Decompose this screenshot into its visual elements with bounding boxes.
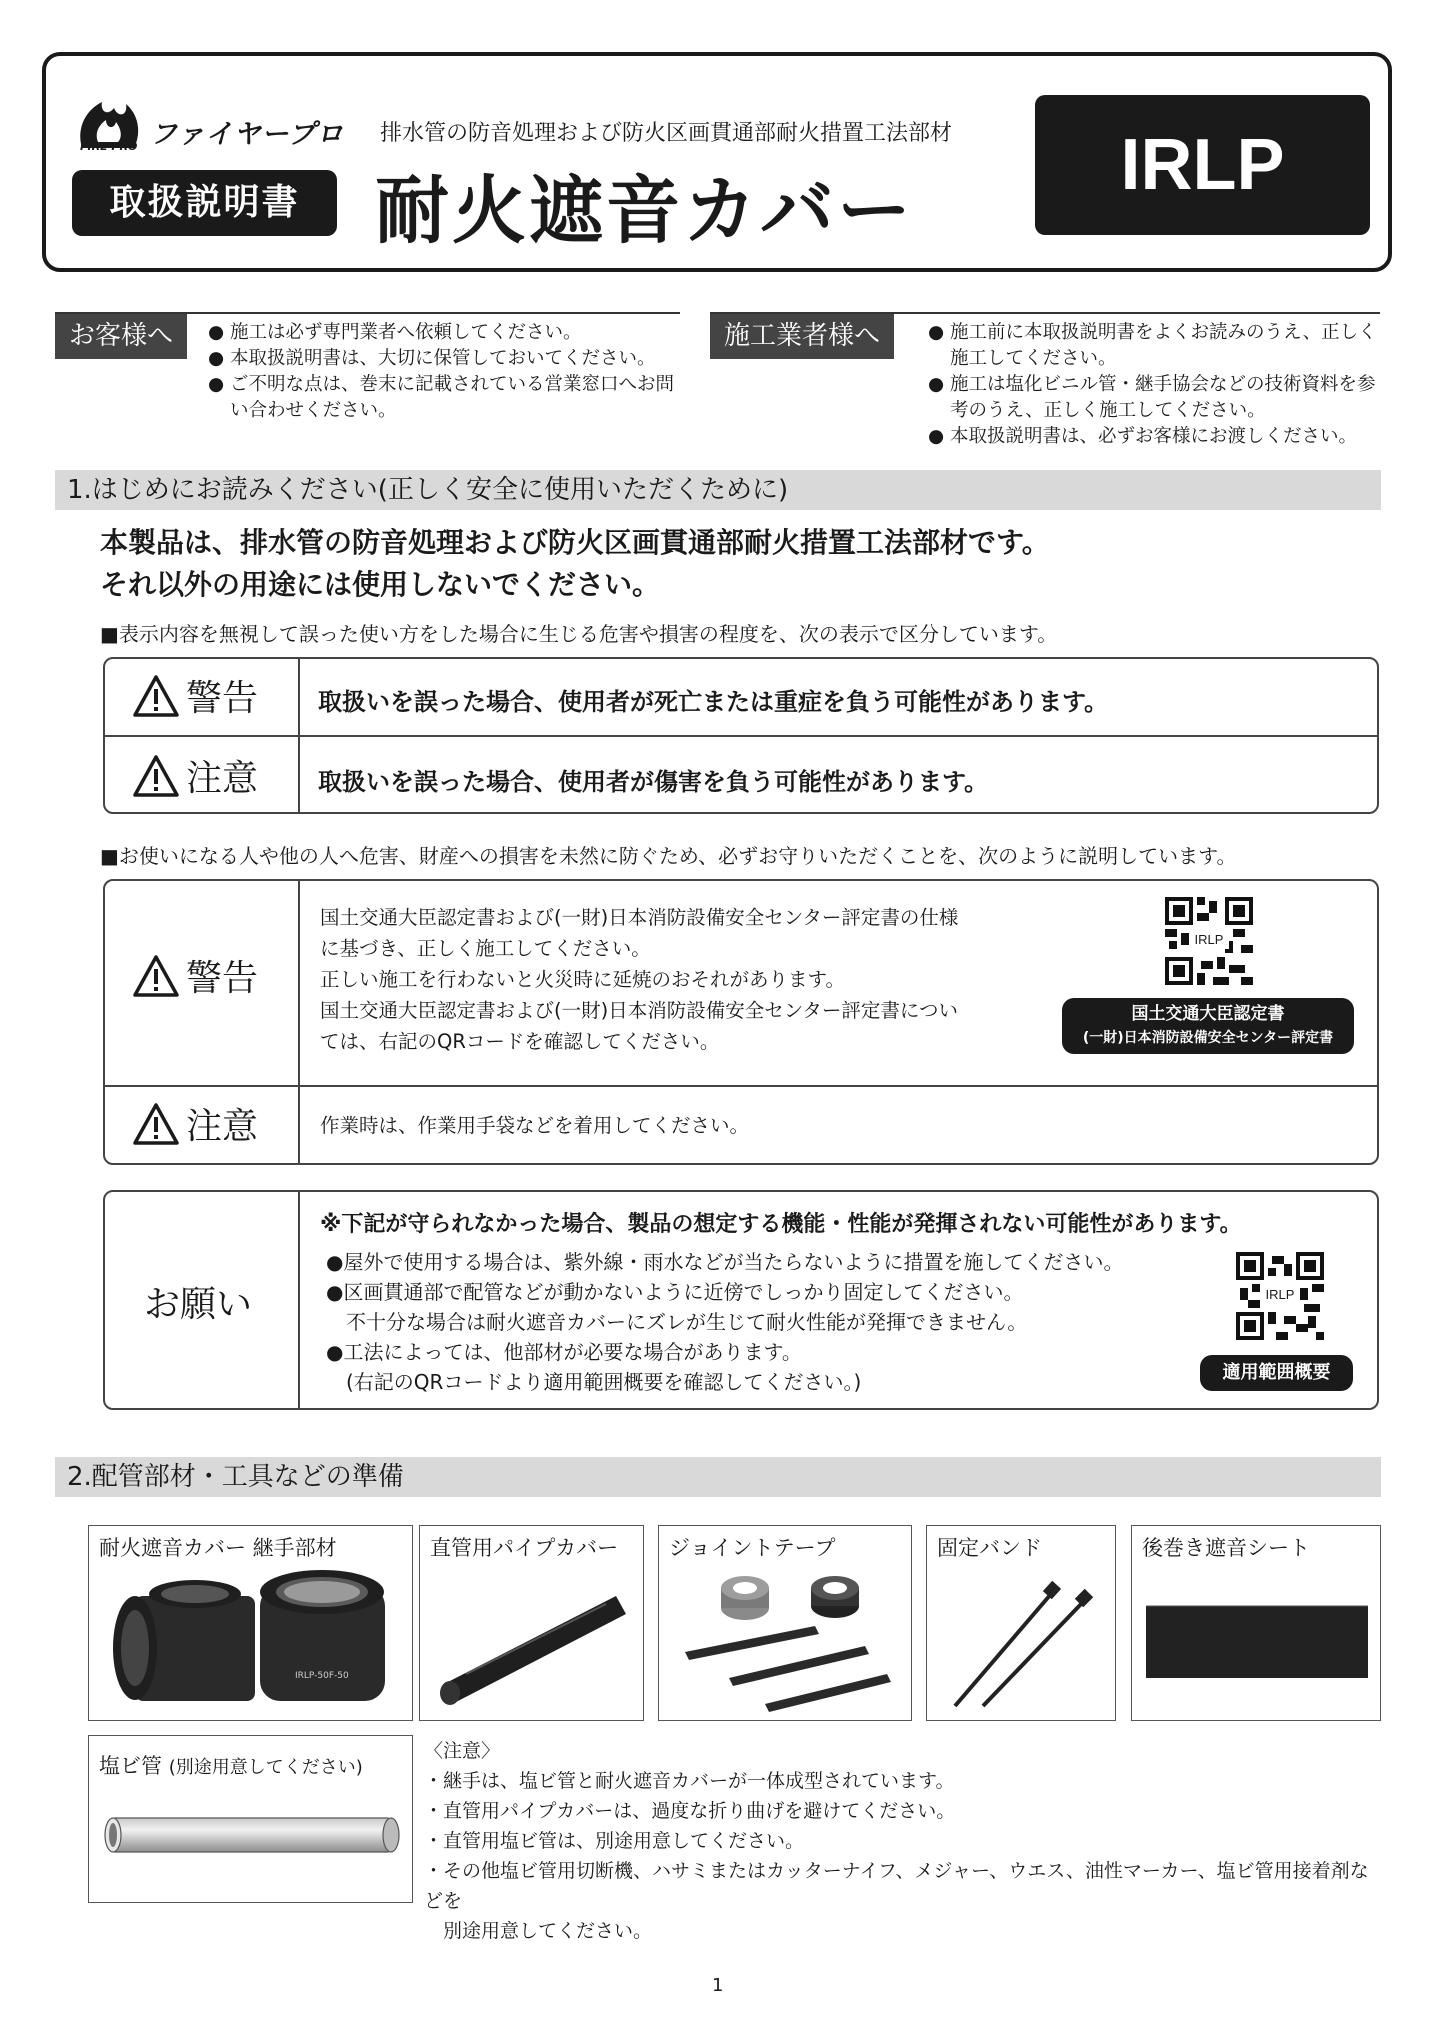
installer-notice-list	[928, 320, 1383, 450]
part-band-card	[926, 1525, 1116, 1721]
part-fitting-card	[88, 1525, 413, 1721]
text-line: 別途用意してください。	[424, 1920, 653, 1942]
caption-line: 国土交通大臣認定書	[1131, 1004, 1285, 1024]
caption-line: (一財)日本消防設備安全センター評定書	[1082, 1030, 1334, 1046]
pipe-cover-image-icon	[426, 1566, 638, 1716]
table-divider	[298, 880, 300, 1164]
text-line: ・その他塩ビ管用切断機、ハサミまたはカッターナイフ、メジャー、ウエス、油性マーカー、塩ビ管用接着剤などを	[424, 1860, 1369, 1912]
caution-label: 注意	[186, 758, 259, 799]
severity-note: ■表示内容を無視して誤った使い方をした場合に生じる危害や損害の程度を、次の表示で区分しています。	[100, 622, 1058, 646]
caution-signal	[132, 1098, 258, 1149]
page-number: 1	[712, 1975, 724, 1996]
page-title: 耐火遮音カバー	[375, 168, 914, 254]
fire-logo-icon	[72, 88, 152, 152]
request-header: ※下記が守られなかった場合、製品の想定する機能・性能が発揮されない可能性があります。	[320, 1212, 1242, 1237]
table-divider	[104, 1085, 1378, 1087]
list-item: ● 施工は必ず専門業者へ依頼してください。	[208, 320, 678, 346]
warning-label: 警告	[186, 678, 259, 719]
page-subtitle: 排水管の防音処理および防火区画貫通部耐火措置工法部材	[380, 121, 953, 146]
lead-line-2: それ以外の用途には使用しないでください。	[100, 568, 661, 601]
scope-qr-code[interactable]	[1236, 1252, 1324, 1340]
list-item: ● 本取扱説明書は、大切に保管しておいてください。	[208, 346, 678, 372]
part-sheet-card	[1131, 1525, 1381, 1721]
customer-notice-rule	[55, 312, 680, 314]
text-line: 不十分な場合は耐火遮音カバーにズレが生じて耐火性能が発揮できません。	[326, 1310, 1028, 1334]
text-line: 国土交通大臣認定書および(一財)日本消防設備安全センター評定書につい	[320, 999, 959, 1022]
warning-label: 警告	[186, 958, 259, 999]
text-line: (右記のQRコードより適用範囲概要を確認してください。)	[326, 1370, 862, 1394]
list-item: ● ご不明な点は、巻末に記載されている営業窓口へお問い合わせください。	[208, 372, 678, 424]
table-divider	[298, 1191, 300, 1409]
part-label: 直管用パイプカバー	[430, 1536, 619, 1560]
text-line: ●工法によっては、他部材が必要な場合があります。	[326, 1340, 802, 1364]
warning-signal	[132, 950, 258, 1001]
installer-notice-tag: 施工業者様へ	[710, 313, 894, 359]
list-item: ● 本取扱説明書は、必ずお客様にお渡しください。	[928, 424, 1383, 450]
scope-qr-caption: 適用範囲概要	[1200, 1355, 1353, 1391]
text-line: ●屋外で使用する場合は、紫外線・雨水などが当たらないように措置を施してください。	[326, 1250, 1124, 1274]
brand-name: ファイヤープロ	[150, 119, 345, 150]
text-line: 正しい施工を行わないと火災時に延焼のおそれがあります。	[320, 968, 845, 991]
caution-label: 注意	[186, 1106, 259, 1147]
customer-notice-tag: お客様へ	[55, 313, 187, 359]
part-label: ジョイントテープ	[669, 1536, 836, 1560]
qr-center-label: IRLP	[1260, 1286, 1300, 1304]
caution-description: 取扱いを誤った場合、使用者が傷害を負う可能性があります。	[318, 768, 989, 796]
pvc-pipe-image-icon	[97, 1800, 407, 1870]
warning-triangle-icon	[132, 674, 180, 718]
qr-center-label: IRLP	[1189, 931, 1229, 949]
caution-signal	[132, 750, 258, 801]
section-2-heading: 2.配管部材・工具などの準備	[55, 1457, 1381, 1497]
manual-badge: 取扱説明書	[72, 170, 337, 236]
preparation-cautions	[424, 1736, 1384, 1946]
list-item: ● 施工前に本取扱説明書をよくお読みのうえ、正しく施工してください。	[928, 320, 1383, 372]
certificate-qr-caption	[1062, 998, 1354, 1054]
text-line: 〈注意〉	[424, 1740, 501, 1762]
text-line: ・継手は、塩ビ管と耐火遮音カバーが一体成型されています。	[424, 1770, 955, 1792]
fitting-model-label: IRLP-50F-50	[295, 1671, 349, 1681]
warning-triangle-icon	[132, 954, 180, 998]
request-body	[326, 1247, 1123, 1397]
table-divider	[104, 735, 1378, 737]
joint-tape-image-icon	[665, 1566, 907, 1716]
part-label: 後巻き遮音シート	[1142, 1536, 1310, 1560]
text-line: ・直管用塩ビ管は、別途用意してください。	[424, 1830, 805, 1852]
installer-notice-rule	[710, 312, 1380, 314]
warning-triangle-icon	[132, 754, 180, 798]
text-line: ては、右記のQRコードを確認してください。	[320, 1030, 720, 1053]
warning-description: 取扱いを誤った場合、使用者が死亡または重症を負う可能性があります。	[318, 688, 1109, 716]
text-line: ●区画貫通部で配管などが動かないように近傍でしっかり固定してください。	[326, 1280, 1024, 1304]
list-item: ● 施工は塩化ビニル管・継手協会などの技術資料を参考のうえ、正しく施工してください。	[928, 372, 1383, 424]
warning-triangle-icon	[132, 1102, 180, 1146]
warning-signal	[132, 670, 258, 721]
sound-sheet-image-icon	[1138, 1566, 1376, 1716]
explanation-note: ■お使いになる人や他の人へ危害、財産への損害を未然に防ぐため、必ずお守りいただくことを、次のように説明しています。	[100, 844, 1237, 868]
part-label: 耐火遮音カバー 継手部材	[99, 1536, 337, 1560]
part-label: 固定バンド	[937, 1536, 1042, 1560]
pvc-pipe-name: 塩ビ管	[99, 1754, 162, 1778]
customer-notice-list	[208, 320, 678, 424]
cable-tie-image-icon	[933, 1566, 1111, 1716]
warning-body	[320, 902, 1050, 1057]
lead-line-1: 本製品は、排水管の防音処理および防火区画貫通部耐火措置工法部材です。	[100, 526, 1050, 559]
text-line: ・直管用パイプカバーは、過度な折り曲げを避けてください。	[424, 1800, 956, 1822]
pvc-pipe-note: (別途用意してください)	[168, 1757, 363, 1778]
svg-text:FIRE PRO: FIRE PRO	[80, 140, 138, 152]
request-label: お願い	[144, 1284, 253, 1325]
fitting-image-icon	[95, 1566, 407, 1716]
section-1-heading: 1.はじめにお読みください(正しく安全に使用いただくために)	[55, 470, 1381, 510]
text-line: 国土交通大臣認定書および(一財)日本消防設備安全センター評定書の仕様	[320, 906, 959, 929]
pvc-pipe-label	[99, 1750, 363, 1780]
certificate-qr-code[interactable]	[1165, 897, 1253, 985]
part-pipe-cover-card	[419, 1525, 644, 1721]
model-code-badge: IRLP	[1035, 95, 1370, 235]
pvc-pipe-card	[88, 1735, 413, 1903]
part-joint-tape-card	[658, 1525, 912, 1721]
text-line: に基づき、正しく施工してください。	[320, 937, 651, 960]
caution-body: 作業時は、作業用手袋などを着用してください。	[320, 1114, 750, 1137]
